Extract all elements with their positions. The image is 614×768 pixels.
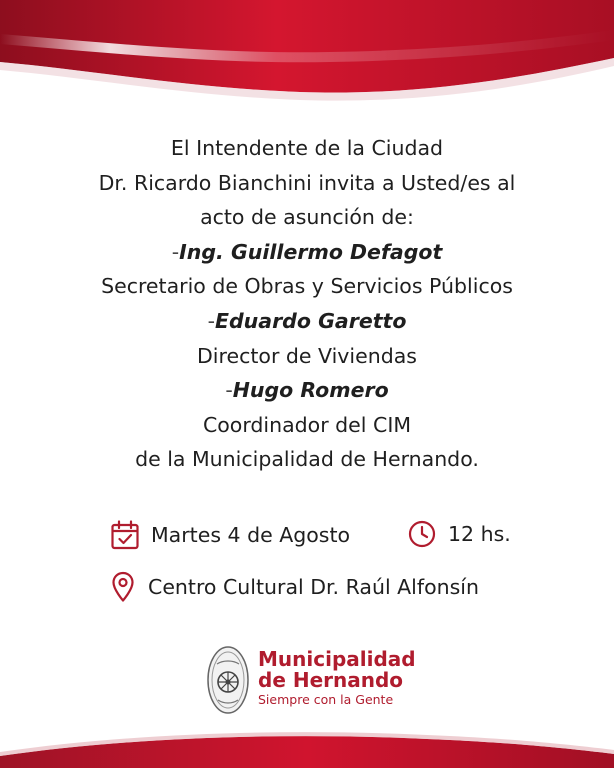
logo-name-line-2: de Hernando [258, 668, 404, 692]
logo-slogan: Siempre con la Gente [258, 692, 394, 707]
invitation-closing: de la Municipalidad de Hernando. [135, 447, 479, 472]
logo-name-line-1: Municipalidad [258, 647, 416, 671]
invitation-line-3: acto de asunción de: [200, 205, 414, 230]
appointee-3 [0, 373, 614, 408]
appointee-dash: - [207, 308, 215, 333]
appointee-1 [0, 235, 614, 270]
event-time-text: 12 hs. [448, 522, 511, 546]
appointee-name: Ing. Guillermo Defagot [179, 239, 443, 264]
municipal-seal-icon [205, 644, 251, 716]
logo-wordmark [258, 649, 416, 707]
appointee-role-3: Coordinador del CIM [202, 412, 412, 437]
calendar-check-icon [110, 520, 140, 550]
invitation-line-2: Dr. Ricardo Bianchini invita a Usted/es al [98, 170, 516, 195]
top-wave-banner [0, 0, 614, 112]
map-pin-icon [111, 571, 135, 603]
appointee-name: Eduardo Garetto [214, 308, 407, 333]
appointee-role-2: Director de Viviendas [197, 343, 417, 368]
appointee-dash: - [225, 378, 233, 403]
clock-icon [408, 520, 436, 548]
event-date-text: Martes 4 de Agosto [151, 523, 351, 547]
municipality-logo [205, 642, 445, 718]
event-time [408, 520, 511, 548]
bottom-wave-banner [0, 726, 614, 768]
appointee-name: Hugo Romero [232, 378, 389, 403]
appointee-dash: - [171, 239, 180, 264]
event-date [110, 520, 350, 550]
event-place [111, 571, 479, 603]
appointee-role-1: Secretario de Obras y Servicios Públicos [101, 274, 513, 299]
appointee-2 [0, 304, 614, 339]
invitation-line-1: El Intendente de la Ciudad [170, 136, 444, 160]
invitation-text [0, 131, 614, 477]
event-place-text: Centro Cultural Dr. Raúl Alfonsín [148, 575, 479, 599]
